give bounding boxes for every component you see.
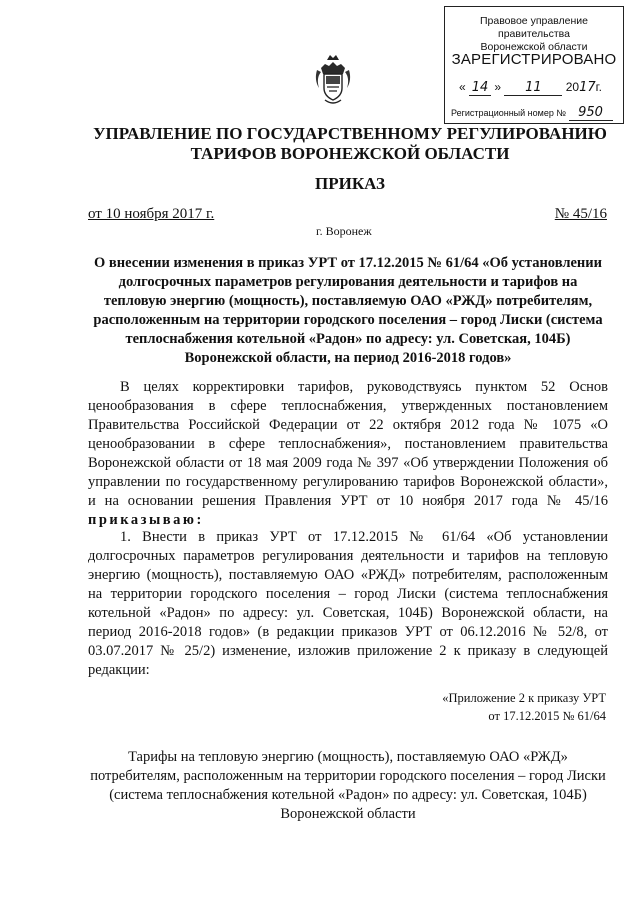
- order-city: г. Воронеж: [316, 224, 372, 238]
- stamp-date-day: 14: [469, 80, 491, 96]
- stamp-date-open: «: [459, 80, 466, 94]
- stamp-regnum-label: Регистрационный номер №: [451, 108, 567, 118]
- document-type: ПРИКАЗ: [315, 174, 385, 193]
- stamp-date-year-suffix: 17: [579, 80, 596, 95]
- order-subject: О внесении изменения в приказ УРТ от 17.12.2015 № 61/64 «Об установлении долгосрочных параметров регулирования деятельности и тарифов на тепловую энергию (мощность), поставляемую ОАО «РЖД» потребителям, расположенным на территории городского поселения – город Лиски (система теплоснабжения котельной «Радон» по адресу: ул. Советская, 104Б) Воронежской области, на период 2016-2018 годов»: [93, 255, 603, 366]
- stamp-org-line2: Воронежской области: [480, 41, 588, 53]
- stamp-date-year-end: г.: [595, 80, 602, 94]
- stamp-date-month: 11: [504, 80, 562, 96]
- stamp-organization: [445, 15, 623, 54]
- stamp-regnum: [451, 105, 613, 121]
- agency-name-line2: ТАРИФОВ ВОРОНЕЖСКОЙ ОБЛАСТИ: [190, 144, 510, 163]
- stamp-status: ЗАРЕГИСТРИРОВАНО: [451, 51, 617, 68]
- clause-1-paragraph: 1. Внести в приказ УРТ от 17.12.2015 № 61/64 «Об установлении долгосрочных параметров регулирования деятельности и тарифов на тепловую энергию (мощность), поставляемую ОАО «РЖД» потребителям, расположенным на территории городского поселения – город Лиски (система теплоснабжения котельной «Радон» по адресу: ул. Советская, 104Б) Воронежской области, на период 2016-2018 годов» (в редакции приказов УРТ от 06.12.2016 № 52/8, от 03.07.2017 № 25/2) изменение, изложив приложение 2 к приказу в следующей редакции:: [88, 529, 608, 678]
- stamp-date: [459, 80, 617, 96]
- appendix-line1: «Приложение 2 к приказу УРТ: [442, 691, 606, 705]
- stamp-date-close: »: [494, 80, 502, 94]
- order-date: от 10 ноября 2017 г.: [88, 206, 215, 222]
- registration-stamp: [444, 6, 624, 124]
- appendix-reference: [442, 689, 606, 725]
- coat-of-arms-icon: [313, 54, 353, 108]
- preamble-text: В целях корректировки тарифов, руководствуясь пунктом 52 Основ ценообразования в сфере теплоснабжения, утвержденных постановлением Правительства Российской Федерации от 22 октября 2012 года № 1075 «О ценообразовании в сфере теплоснабжения», постановлением правительства Воронежской области от 18 мая 2009 года № 397 «Об утверждении Положения об управлении по государственному регулированию тарифов Воронежской области», и на основании решения Правления УРТ от 10 ноября 2017 года № 45/16: [88, 379, 608, 509]
- orders-word: приказываю:: [88, 512, 204, 528]
- order-number: № 45/16: [554, 206, 607, 222]
- tariff-table-title: Тарифы на тепловую энергию (мощность), поставляемую ОАО «РЖД» потребителям, расположенным на территории городского поселения – город Лиски (система теплоснабжения котельной «Радон» по адресу: ул. Советская, 104Б) Воронежской области: [90, 749, 606, 822]
- stamp-date-year-prefix: 20: [565, 80, 580, 94]
- agency-name-line1: УПРАВЛЕНИЕ ПО ГОСУДАРСТВЕННОМУ РЕГУЛИРОВАНИЮ: [93, 124, 607, 143]
- appendix-line2: от 17.12.2015 № 61/64: [488, 709, 606, 723]
- stamp-regnum-value: 950: [569, 105, 613, 121]
- preamble-paragraph: [88, 378, 608, 530]
- stamp-org-line1: Правовое управление правительства: [479, 15, 588, 40]
